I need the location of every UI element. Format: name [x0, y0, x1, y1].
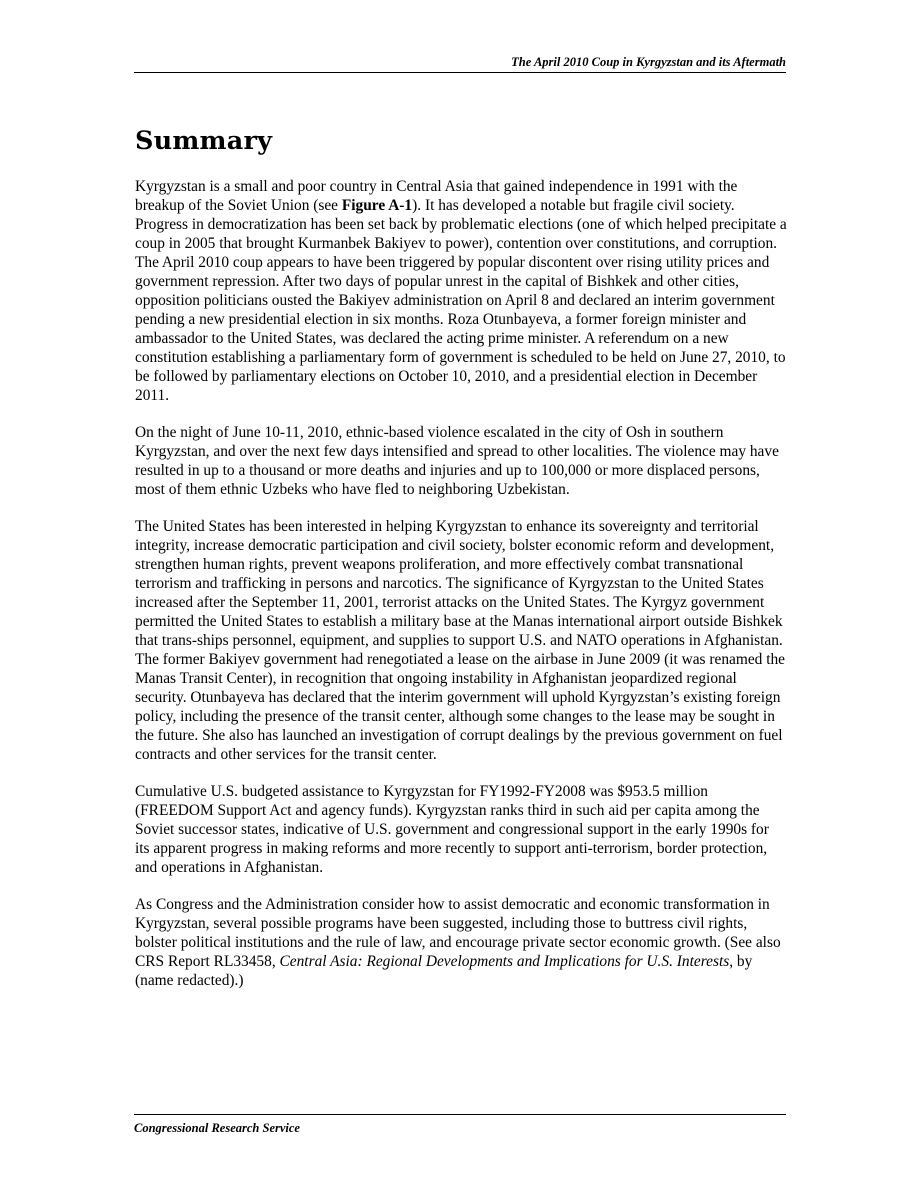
- paragraph-us-interests: The United States has been interested in helping Kyrgyzstan to enhance its sovereignty and territorial integrity, increase democratic participation and civil society, bolster economic reform and development, strengthen human rights, prevent weapons proliferation, and more effectively combat transnational terrorism and trafficking in persons and narcotics. The significance of Kyrgyzstan to the United States increased after the September 11, 2001, terrorist attacks on the United States. The Kyrgyz government permitted the United States to establish a military base at the Manas international airport outside Bishkek that trans-ships personnel, equipment, and supplies to support U.S. and NATO operations in Afghanistan. The former Bakiyev government had renegotiated a lease on the airbase in June 2009 (it was renamed the Manas Transit Center), in recognition that ongoing instability in Afghanistan jeopardized regional security. Otunbayeva has declared that the interim government will uphold Kyrgyzstan’s existing foreign policy, including the presence of the transit center, although some changes to the lease may be sought in the future. She also has launched an investigation of corrupt dealings by the previous government on fuel contracts and other services for the transit center.: [135, 518, 786, 763]
- paragraph-assistance: Cumulative U.S. budgeted assistance to Kyrgyzstan for FY1992-FY2008 was $953.5 million (FREEDOM Support Act and agency funds). Kyrgyzstan ranks third in such aid per capita among the Soviet successor states, indicative of U.S. government and congressional support in the early 1990s for its apparent progress in making reforms and more recently to support anti-terrorism, border protection, and operations in Afghanistan.: [135, 783, 769, 876]
- paragraph-overview-text-a: Kyrgyzstan is a small and poor country in Central Asia that gained independence in 1991 with the breakup of the Soviet Union (see: [135, 178, 738, 214]
- paragraph-congress-text-a: As Congress and the Administration consider how to assist democratic and economic transformation in Kyrgyzstan, several possible programs have been suggested, including those to buttress civil rights, bolster political institutions and the rule of law, and encourage private sector economic growth. (See also CRS Report RL33458,: [135, 896, 781, 970]
- running-footer: [134, 1114, 786, 1136]
- summary-body: [135, 177, 787, 1008]
- figure-reference: Figure A-1: [341, 197, 413, 214]
- report-title: Central Asia: Regional Developments and Implications for U.S. Interests: [279, 953, 730, 970]
- paragraph-violence: On the night of June 10-11, 2010, ethnic-based violence escalated in the city of Osh in southern Kyrgyzstan, and over the next few days intensified and spread to other localities. The violence may have resulted in up to a thousand or more deaths and injuries and up to 100,000 or more displaced persons, most of them ethnic Uzbeks who have fled to neighboring Uzbekistan.: [135, 424, 779, 498]
- paragraph-congress: [135, 895, 787, 990]
- page-title: Summary: [135, 126, 273, 156]
- footer-publisher: Congressional Research Service: [134, 1121, 300, 1135]
- paragraph-congress-text-b: , by (name redacted).): [135, 953, 753, 989]
- running-header-title: The April 2010 Coup in Kyrgyzstan and its Aftermath: [511, 55, 786, 69]
- paragraph-overview-text-b: ). It has developed a notable but fragile civil society. Progress in democratization has been set back by problematic elections (one of which helped precipitate a coup in 2005 that brought Kurmanbek Bakiyev to power), contention over constitutions, and corruption. The April 2010 coup appears to have been triggered by popular discontent over rising utility prices and government repression. After two days of popular unrest in the capital of Bishkek and other cities, opposition politicians ousted the Bakiyev administration on April 8 and declared an interim government pending a new presidential election in six months. Roza Otunbayeva, a former foreign minister and ambassador to the United States, was declared the acting prime minister. A referendum on a new constitution establishing a parliamentary form of government is scheduled to be held on June 27, 2010, to be followed by parliamentary elections on October 10, 2010, and a presidential election in December 2011.: [135, 197, 787, 404]
- running-header: [134, 56, 786, 73]
- paragraph-overview: [135, 177, 787, 405]
